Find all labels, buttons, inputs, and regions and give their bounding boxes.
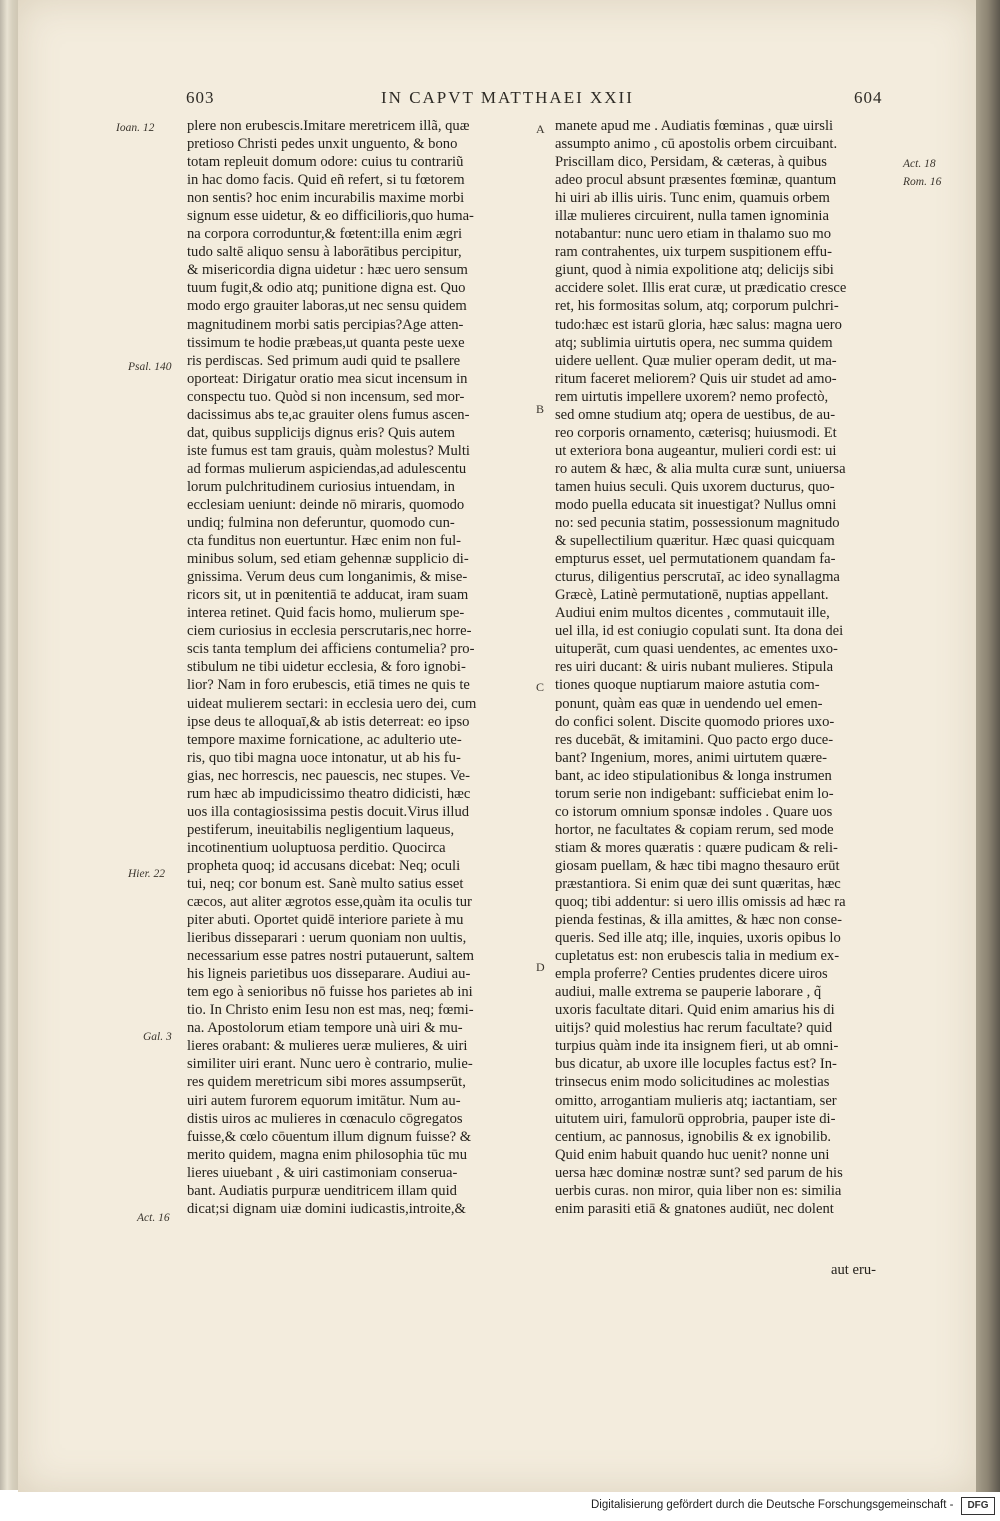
right-text-column bbox=[555, 117, 923, 1218]
text-line: uidere uellent. Quæ mulier operam dedit, ut ma- bbox=[555, 352, 837, 369]
text-line: iste fumus est tam grauis, quàm molestus? Multi bbox=[187, 442, 470, 459]
text-line: undiq; fulmina non deferuntur, quomodo cun- bbox=[187, 515, 455, 532]
text-line: dicat;si dignam uiæ domini iudicastis,introite,& bbox=[187, 1200, 466, 1217]
text-line: Audiui enim multos dicentes , commutauit ille, bbox=[555, 605, 830, 622]
text-line: & supellectilium quæritur. Hæc quasi quicquam bbox=[555, 533, 835, 550]
text-line: co istorum omnium sponsæ indoles . Quare uos bbox=[555, 803, 833, 820]
text-line: ecclesiam ueniunt: deinde nō miraris, quomodo bbox=[187, 496, 465, 513]
text-line: ponunt, quàm eas quæ in uendendo uel emen- bbox=[555, 695, 823, 712]
text-line: adeo procul absunt præsentes fœminæ, quantum bbox=[555, 172, 837, 189]
text-line: bant? Ingenium, mores, animi uirtutem quære- bbox=[555, 749, 827, 766]
text-line: magnitudinem morbi satis percipias?Age atten- bbox=[187, 316, 464, 333]
text-line: cta funditus non euertuntur. Hæc enim non ful- bbox=[187, 533, 461, 550]
margin-note-psal: Psal. 140 bbox=[128, 361, 172, 373]
text-line: signum esse uidetur, & eo difficilioris,quo huma- bbox=[187, 208, 474, 225]
text-line: uel illa, id est coniugio copulati sunt. Ita dona dei bbox=[555, 623, 844, 640]
margin-note-act18: Act. 18 bbox=[903, 158, 936, 170]
text-line: uitijs? quid molestius hac rerum facultate? quid bbox=[555, 1020, 833, 1037]
text-line: oporteat: Dirigatur oratio mea sicut incensum in bbox=[187, 370, 468, 387]
text-line: uerbis curas. non miror, quia liber non es: similia bbox=[555, 1182, 842, 1199]
section-letter-b: B bbox=[536, 402, 545, 416]
text-line: uiri autem furorem equorum imitātur. Num au- bbox=[187, 1092, 461, 1109]
text-line: illæ mulieres circuirent, nulla tamen ignominia bbox=[555, 208, 829, 225]
right-page-number: 604 bbox=[854, 88, 883, 107]
catchword: aut eru- bbox=[831, 1262, 876, 1278]
text-line: uos illa contagiosissima pestis docuit.Virus illud bbox=[187, 803, 470, 820]
text-line: cturus, diligentius perscrutaī, ac ideo synallagma bbox=[555, 569, 840, 586]
text-line: accidere solet. Illis erat curæ, ut prædicatio cresce bbox=[555, 280, 847, 297]
text-line: giunt, quod à nimia expolitione atq; delicijs sibi bbox=[555, 262, 834, 279]
text-line: ciem curiosius in ecclesia perscrutaris,nec horre- bbox=[187, 623, 472, 640]
text-line: propheta quoq; id accusans dicebat: Neq; oculi bbox=[187, 857, 461, 874]
text-line: pretioso Christi pedes unxit unguento, & bono bbox=[187, 136, 458, 153]
text-line: necessarium esse patres nostri putauerunt, saltem bbox=[187, 948, 474, 965]
text-line: dat, quibus supplicijs dignus eris? Quis autem bbox=[187, 424, 455, 441]
text-line: tissimum te hodie præbeas,ut quanta peste uexe bbox=[187, 334, 465, 351]
book-page bbox=[18, 0, 978, 1492]
text-line: minibus solum, sed etiam gehennæ supplicio di- bbox=[187, 551, 469, 568]
text-line: incotinentium uoluptuosa perditio. Quocirca bbox=[187, 839, 446, 856]
text-line: res quidem meretricum sibi mores assumpserūt, bbox=[187, 1074, 466, 1091]
text-line: ad formas mulierum aspiciendas,ad adulescentu bbox=[187, 460, 467, 477]
text-line: turpius quàm inde ita insignem fieri, ut ab omni- bbox=[555, 1038, 839, 1055]
text-line: non sentis? hoc enim incurabilis maxime morbi bbox=[187, 190, 465, 207]
text-line: tamen huius seculi. Quis uxorem ducturus, quo- bbox=[555, 478, 835, 495]
text-line: dacissimus abs te,ac grauiter olens fumus ascen- bbox=[187, 406, 470, 423]
text-line: omitto, arrogantiam mulieris atq; iactantiam, ser bbox=[555, 1092, 837, 1109]
text-line: totam repleuit domum odore: cuius tu contrariũ bbox=[187, 154, 464, 171]
text-line: bus dicatur, ab uxore ille locuples factus est? In- bbox=[555, 1056, 837, 1073]
text-line: tem ego à senioribus nō fuisse hos parietes ab ini bbox=[187, 984, 473, 1001]
text-line: enim parasiti etiā & gnatones audiūt, nec dolent bbox=[555, 1200, 834, 1217]
text-line: do confici solent. Discite quomodo priores uxo- bbox=[555, 713, 835, 730]
text-line: piter abuti. Oportet quidē interiore pariete à mu bbox=[187, 912, 464, 929]
text-line: empturus esset, uel permutationem quandam fa- bbox=[555, 551, 836, 568]
dfg-logo: DFG bbox=[961, 1497, 995, 1515]
text-line: hortor, ne facultates & copiam rerum, sed mode bbox=[555, 821, 834, 838]
text-line: lior? Nam in foro erubescis, etiā times ne quis te bbox=[187, 677, 470, 694]
text-line: empla proferre? Centies prudentes dicere uiros bbox=[555, 966, 828, 983]
book-spine-shadow bbox=[976, 0, 1000, 1492]
text-line: distis uiros ac mulieres in cœnaculo cōgregatos bbox=[187, 1110, 463, 1127]
text-line: ro autem & hæc, & alia multa curæ sunt, uniuersa bbox=[555, 460, 846, 477]
text-line: ram contrahentes, uix turpem suspitionem effu- bbox=[555, 244, 832, 261]
text-line: præstantiora. Si enim quæ dei sunt quæritas, hæc bbox=[555, 875, 841, 892]
text-line: ricors sit, ut in pœnitentiā te adducat, iram suam bbox=[187, 587, 469, 604]
text-line: & misericordia digna uidetur : hæc uero sensum bbox=[187, 262, 468, 279]
text-line: pestiferum, ineuitabilis negligentium laqueus, bbox=[187, 821, 455, 838]
text-line: tudo saltē aliquo sensu à laborātibus percipitur, bbox=[187, 244, 462, 261]
text-line: trinsecus enim modo solicitudines ac molestias bbox=[555, 1074, 830, 1091]
text-line: fuisse,& cœlo cōuentum illum dignum fuisse? & bbox=[187, 1128, 472, 1145]
text-line: merito quidem, magna enim philosophia tūc mu bbox=[187, 1146, 468, 1163]
text-line: uxoris facultate ditari. Quid enim amarius his di bbox=[555, 1002, 835, 1019]
text-line: bant, ac ideo stipulationibus & longa instrumen bbox=[555, 767, 832, 784]
book-page-edges bbox=[0, 0, 18, 1490]
section-letter-a: A bbox=[536, 122, 545, 136]
text-line: Quid enim habuit quando huc uenit? nonne uni bbox=[555, 1146, 830, 1163]
text-line: na. Apostolorum etiam tempore unà uiri & mu- bbox=[187, 1020, 463, 1037]
text-line: atq; sublimia uirtutis opera, nec summa quidem bbox=[555, 334, 833, 351]
text-line: ret, his formositas solum, atq; corporum pulchri- bbox=[555, 298, 839, 315]
margin-note-ioan: Ioan. 12 bbox=[116, 122, 155, 134]
text-line: hi uiri ab illis uiris. Tunc enim, quamuis orbem bbox=[555, 190, 830, 207]
text-line: reo corporis ornamento, cæterisq; huiusmodi. Et bbox=[555, 424, 837, 441]
text-line: ritum faceret meliorem? Quis uir studet ad amo- bbox=[555, 370, 837, 387]
section-letter-c: C bbox=[536, 680, 545, 694]
section-letter-d: D bbox=[536, 960, 545, 974]
text-line: tuum fugit,& odio atq; punitione digna est. Quo bbox=[187, 280, 466, 297]
running-title: IN CAPVT MATTHAEI XXII bbox=[381, 88, 634, 107]
text-line: conspectu tuo. Quòd si non incensum, sed mor- bbox=[187, 388, 465, 405]
margin-note-act16: Act. 16 bbox=[137, 1212, 170, 1224]
text-line: giosam puellam, & hæc tibi magno thesauro erūt bbox=[555, 857, 840, 874]
text-line: res ducebāt, & imitamini. Quo pacto ergo duce- bbox=[555, 731, 834, 748]
text-line: sed omne studium atq; opera de uestibus, de au- bbox=[555, 406, 836, 423]
text-line: tempore maxime fornicatione, ac adulterio ute- bbox=[187, 731, 462, 748]
text-line: pienda festinas, & illa amittes, & hæc non conse- bbox=[555, 912, 842, 929]
left-page-number: 603 bbox=[186, 88, 215, 107]
text-line: Græcè, Latinè permutationē, nuptias appellant. bbox=[555, 587, 829, 604]
text-line: rem uirtutis impellere uxorem? nemo profectò, bbox=[555, 388, 829, 405]
text-line: stiam & mores quæratis : quære pudicam & reli- bbox=[555, 839, 838, 856]
text-line: tio. In Christo enim Iesu non est mas, neq; fœmi- bbox=[187, 1002, 474, 1019]
text-line: bant. Audiatis purpuræ uenditricem illam quid bbox=[187, 1182, 457, 1199]
text-line: Priscillam dico, Persidam, & cæteras, à quibus bbox=[555, 154, 827, 171]
funding-credit: Digitalisierung gefördert durch die Deutsche Forschungsgemeinschaft - bbox=[591, 1499, 954, 1511]
text-line: similiter uiri erant. Nunc uero è contrario, mulie- bbox=[187, 1056, 473, 1073]
text-line: torum serie non indigebant: sufficiebat enim lo- bbox=[555, 785, 834, 802]
text-line: uersa hæc dominæ nostræ sunt? sed parum de his bbox=[555, 1164, 843, 1181]
text-line: gnissima. Verum deus cum longanimis, & mise- bbox=[187, 569, 468, 586]
text-line: uideat mulierem sectari: in ecclesia uero dei, cum bbox=[187, 695, 477, 712]
text-line: ipse deus te alloquaī,& ab istis deterreat: eo ipso bbox=[187, 713, 470, 730]
text-line: cæcos, aut aliter ægrotos esse,quàm ita oculis tur bbox=[187, 894, 472, 911]
text-line: modo puella educata sit inuestigat? Nullus omni bbox=[555, 496, 837, 513]
margin-note-gal: Gal. 3 bbox=[143, 1031, 172, 1043]
text-line: scis tanta templum dei afficiens contumelia? pro- bbox=[187, 641, 475, 658]
text-line: tui, neq; cor bonum est. Sanè multo satius esset bbox=[187, 875, 464, 892]
text-line: uitutem uiri, famulorū opprobria, pauper iste di- bbox=[555, 1110, 836, 1127]
text-line: lieres uiuebant , & uiri castimoniam conserua- bbox=[187, 1164, 458, 1181]
text-line: assumpto animo , cū apostolis orbem circuibant. bbox=[555, 136, 838, 153]
text-line: queris. Sed ille atq; ille, inquies, uxoris opibus lo bbox=[555, 930, 841, 947]
text-line: his ligneis parietibus uos disseparare. Audiui au- bbox=[187, 966, 471, 983]
text-line: cupletatus est: non erubescis talia in medium ex- bbox=[555, 948, 840, 965]
text-line: no: sed pecunia statim, possessionum magnitudo bbox=[555, 515, 840, 532]
text-line: interea retinet. Quid facis homo, mulierum spe- bbox=[187, 605, 465, 622]
text-line: notabantur: nunc uero etiam in thalamo suo mo bbox=[555, 226, 831, 243]
text-line: ut exteriora bona augeantur, mulieri cordi est: ui bbox=[555, 442, 837, 459]
text-line: res uiri ducant: & uiris nubant mulieres. Stipula bbox=[555, 659, 834, 676]
text-line: manete apud me . Audiatis fœminas , quæ uirsli bbox=[555, 118, 834, 134]
text-line: in hac domo facis. Quid eñ refert, si tu fœtorem bbox=[187, 172, 465, 189]
text-line: audiui, malle extrema se pauperie laborare , q̃ bbox=[555, 984, 822, 1001]
text-line: lorum pulchritudinem curiosius intuendam, in bbox=[187, 478, 455, 495]
text-line: ris perdiscas. Sed primum audi quid te psallere bbox=[187, 352, 461, 369]
text-line: tiones quoque nuptiarum maiore astutia com- bbox=[555, 677, 820, 694]
text-line: ris, quo tibi magna uoce intonatur, ut ab his fu- bbox=[187, 749, 461, 766]
text-line: na corpora corroduntur,& fœtent:illa enim ægri bbox=[187, 226, 462, 243]
text-line: modo ergo grauiter laboras,ut nec sensu quidem bbox=[187, 298, 467, 315]
text-line: stibulum ne tibi uidetur ecclesia, & foro ignobi- bbox=[187, 659, 466, 676]
margin-note-hier: Hier. 22 bbox=[128, 868, 166, 880]
text-line: quoq; tibi addentur: si uero illis omissis ad hæc ra bbox=[555, 894, 846, 911]
text-line: centium, ac pannosus, ignobilis & ex ignobilib. bbox=[555, 1128, 832, 1145]
text-line: gias, nec horrescis, nec pauescis, nec stupes. Ve- bbox=[187, 767, 470, 784]
margin-note-rom16: Rom. 16 bbox=[903, 176, 942, 188]
text-line: lieres orabant: & mulieres ueræ mulieres, & uiri bbox=[187, 1038, 468, 1055]
text-line: tudo:hæc est istarū gloria, hæc salus: magna uero bbox=[555, 316, 842, 333]
text-line: rum hæc ab impudicissimo theatro didicisti, hæc bbox=[187, 785, 471, 802]
running-head bbox=[18, 88, 978, 114]
text-line: uituperāt, cum quasi uendentes, ac ementes uxo- bbox=[555, 641, 838, 658]
left-text-column bbox=[187, 117, 559, 1218]
text-line: plere non erubescis.Imitare meretricem illã, quæ bbox=[187, 118, 470, 134]
text-line: lieribus disseparari : uerum quoniam non uultis, bbox=[187, 930, 467, 947]
